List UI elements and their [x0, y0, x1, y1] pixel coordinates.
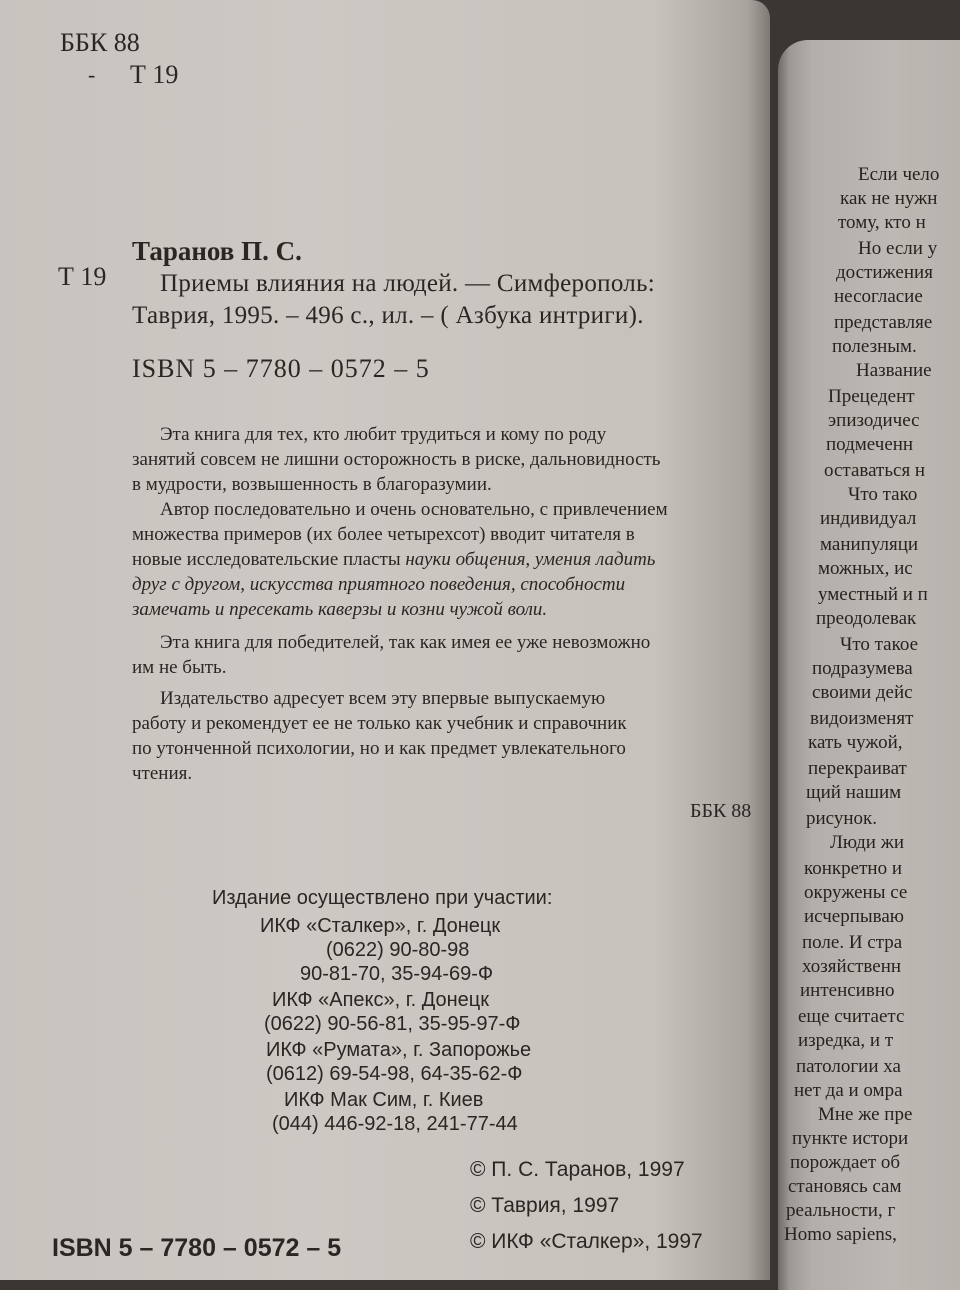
right-page-line: представляе — [834, 312, 933, 333]
publisher-line: (044) 446-92-18, 241-77-44 — [272, 1113, 518, 1135]
author-name: Таранов П. С. — [132, 236, 302, 266]
right-page-line: манипуляци — [820, 534, 919, 555]
publishers-intro: Издание осуществлено при участии: — [212, 887, 553, 909]
right-page-line: своими дейс — [812, 682, 913, 703]
annotation-line: чтения. — [132, 763, 193, 784]
right-page-line: щий нашим — [806, 782, 902, 803]
right-page-line: окружены се — [804, 882, 908, 903]
right-page-line: полезным. — [832, 336, 917, 357]
annotation-italic: науки общения, умения ладить — [405, 549, 656, 570]
right-page-line: видоизменят — [810, 708, 914, 729]
right-page-line: кать чужой, — [808, 732, 903, 753]
publisher-line: (0622) 90-80-98 — [326, 939, 470, 961]
right-page-line: достижения — [836, 262, 933, 283]
right-page-line: подразумева — [812, 658, 913, 679]
annotation — [132, 422, 732, 786]
annotation-line: в мудрости, возвышенность в благоразумии. — [132, 474, 492, 495]
right-page-line: Но если у — [858, 238, 938, 259]
right-page-line: Люди жи — [830, 832, 904, 853]
annotation-line: Издательство адресует всем эту впервые выпускаемую — [160, 688, 606, 709]
annotation-italic: друг с другом, искусства приятного поведения, способности — [132, 574, 626, 595]
annotation-text: новые исследовательские пласты — [132, 549, 406, 570]
right-page-line: индивидуал — [820, 508, 917, 529]
right-page-line: хозяйственн — [802, 956, 902, 977]
annotation-line: занятий совсем не лишни осторожность в риске, дальновидность — [132, 449, 661, 470]
right-page-line: тому, кто н — [838, 212, 926, 233]
right-page-line: несогласие — [834, 286, 923, 307]
right-page-line: Прецедент — [828, 386, 915, 407]
pencil-mark: - — [88, 62, 96, 87]
annotation-line: им не быть. — [132, 657, 227, 678]
publisher-line: (0612) 69-54-98, 64-35-62-Ф — [266, 1063, 523, 1085]
right-page-line: подмеченн — [826, 434, 914, 455]
right-page-line: перекраиват — [808, 758, 907, 779]
publisher-line: ИКФ «Румата», г. Запорожье — [266, 1039, 532, 1061]
annotation-line: по утонченной психологии, но и как предмет увлекательного — [132, 738, 626, 759]
annotation-line — [132, 597, 732, 622]
copyright-tavria: © Таврия, 1997 — [470, 1194, 620, 1217]
isbn-catalog: ISBN 5 – 7780 – 0572 – 5 — [132, 354, 430, 383]
copyright-stalker: © ИКФ «Сталкер», 1997 — [470, 1230, 703, 1253]
right-page-line: уместный и п — [818, 584, 928, 605]
right-page-line: порождает об — [790, 1152, 901, 1173]
author-mark-top: Т 19 — [130, 60, 179, 89]
publisher-line: (0622) 90-56-81, 35-95-97-Ф — [264, 1013, 521, 1035]
right-page-line: Что тако — [848, 484, 918, 505]
right-page-line: оставаться н — [824, 460, 926, 481]
right-page-line: эпизодичес — [828, 410, 920, 431]
catalog-title: Приемы влияния на людей. — Симферополь: — [160, 270, 656, 297]
annotation-line: работу и рекомендует ее не только как учебник и справочник — [132, 713, 627, 734]
right-page-line: конкретно и — [804, 858, 902, 879]
right-page-line: как не нужн — [840, 188, 938, 209]
right-page-line: нет да и омра — [794, 1080, 903, 1101]
bbk-code-top: ББК 88 — [60, 28, 140, 57]
annotation-line — [132, 572, 732, 597]
copyright-author: © П. С. Таранов, 1997 — [470, 1158, 685, 1181]
annotation-line: Эта книга для тех, кто любит трудиться и кому по роду — [160, 424, 607, 445]
right-page-line: Мне же пре — [818, 1104, 913, 1125]
right-page-line: Что такое — [840, 634, 919, 655]
annotation-italic: замечать и пресекать каверзы и козни чужой воли. — [132, 599, 548, 620]
right-page — [778, 40, 960, 1290]
right-page-line: исчерпываю — [804, 906, 904, 927]
annotation-line: Автор последовательно и очень основательно, с привлечением — [160, 499, 668, 520]
publisher-line: ИКФ «Апекс», г. Донецк — [272, 989, 489, 1011]
right-page-line: становясь сам — [788, 1176, 902, 1197]
isbn-bottom: ISBN 5 – 7780 – 0572 – 5 — [52, 1234, 342, 1262]
annotation-line — [132, 547, 732, 572]
publisher-line: 90-81-70, 35-94-69-Ф — [300, 963, 494, 985]
right-page-line: пункте истори — [792, 1128, 909, 1149]
right-page-line: изредка, и т — [798, 1030, 894, 1051]
bbk-code-right: ББК 88 — [690, 800, 752, 822]
right-page-line: еще считаетс — [798, 1006, 905, 1027]
right-page-line: можных, ис — [818, 558, 913, 579]
right-page-line: Homo sapiens, — [784, 1224, 897, 1245]
author-mark-left: Т 19 — [58, 262, 107, 291]
right-page-line: Название — [856, 360, 932, 381]
right-page-line: Если чело — [858, 164, 940, 185]
right-page-line: реальности, г — [786, 1200, 896, 1221]
publisher-line: ИКФ «Сталкер», г. Донецк — [260, 915, 501, 937]
right-page-line: рисунок. — [806, 808, 877, 829]
publisher-line: ИКФ Мак Сим, г. Киев — [284, 1089, 484, 1111]
right-page-line: преодолевак — [816, 608, 917, 629]
annotation-line: Эта книга для победителей, так как имея ее уже невозможно — [160, 632, 651, 653]
right-page-line: поле. И стра — [802, 932, 903, 953]
right-page-line: патологии ха — [796, 1056, 901, 1077]
right-page-line: интенсивно — [800, 980, 895, 1001]
annotation-line: множества примеров (их более четырехсот) вводит читателя в — [132, 524, 635, 545]
catalog-imprint: Таврия, 1995. – 496 с., ил. – ( Азбука интриги). — [132, 302, 644, 329]
